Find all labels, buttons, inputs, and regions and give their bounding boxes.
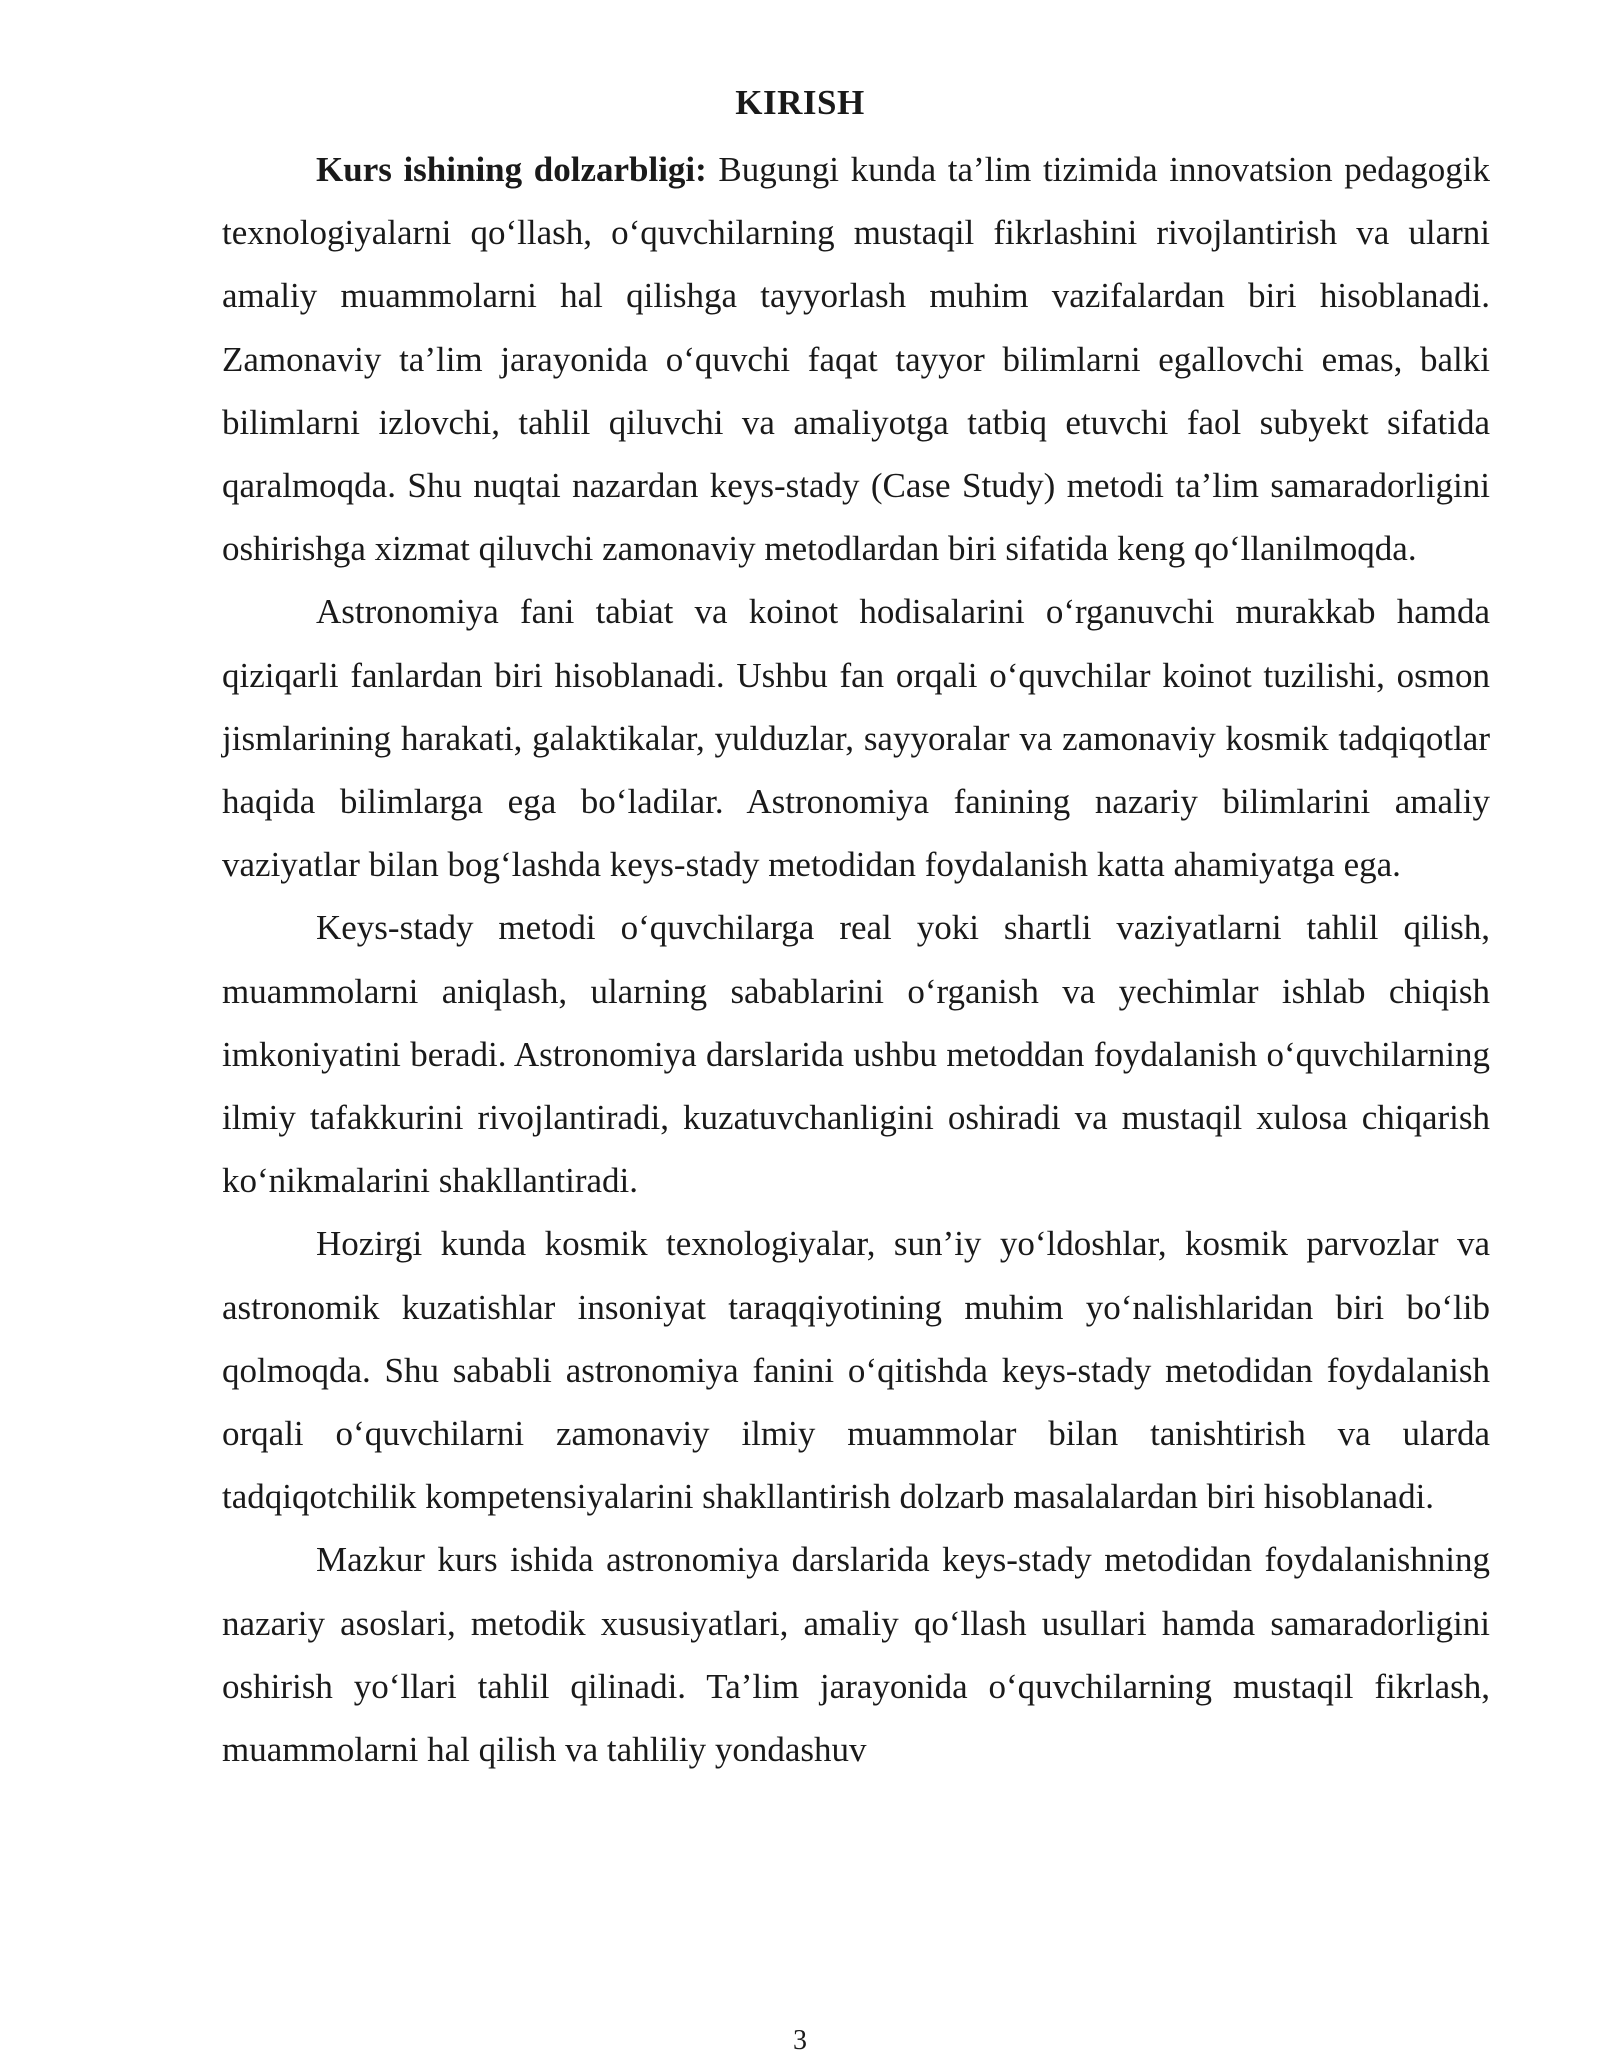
- paragraph-relevance: [222, 138, 1490, 580]
- page-number: 3: [793, 2025, 807, 2056]
- paragraph-space-technologies: Hozirgi kunda kosmik texnologiyalar, sun’iy yo‘ldoshlar, kosmik parvozlar va astronomik kuzatishlar insoniyat taraqqiyotining muhim yo‘nalishlaridan biri bo‘lib qolmoqda. Shu sababli astronomiya fanini o‘qitishda keys-stady metodidan foydalanish orqali o‘quvchilarni zamonaviy ilmiy muammolar bilan tanishtirish va ularda tadqiqotchilik kompetensiyalarini shakllantirish dolzarb masalalardan biri hisoblanadi.: [222, 1224, 1490, 1517]
- page-title: KIRISH: [735, 83, 865, 122]
- paragraph-course-work-scope: Mazkur kurs ishida astronomiya darslarida keys-stady metodidan foydalanishning nazariy asoslari, metodik xususiyatlari, amaliy qo‘llash usullari hamda samaradorligini oshirish yo‘llari tahlil qilinadi. Ta’lim jarayonida o‘quvchilarning mustaqil fikrlash, muammolarni hal qilish va tahliliy yondashuv: [222, 1540, 1490, 1770]
- paragraph-astronomy: Astronomiya fani tabiat va koinot hodisalarini o‘rganuvchi murakkab hamda qiziqarli fanlardan biri hisoblanadi. Ushbu fan orqali o‘quvchilar koinot tuzilishi, osmon jismlarining harakati, galaktikalar, yulduzlar, sayyoralar va zamonaviy kosmik tadqiqotlar haqida bilimlarga ega bo‘ladilar. Astronomiya fanining nazariy bilimlarini amaliy vaziyatlar bilan bog‘lashda keys-stady metodidan foydalanish katta ahamiyatga ega.: [222, 592, 1490, 885]
- document-body: [222, 138, 1490, 1781]
- paragraph-text: Bugungi kunda ta’lim tizimida innovatsion pedagogik texnologiyalarni qo‘llash, o‘quvchilarning mustaqil fikrlashini rivojlantirish va ularni amaliy muammolarni hal qilishga tayyorlash muhim vazifalardan biri hisoblanadi. Zamonaviy ta’lim jarayonida o‘quvchi faqat tayyor bilimlarni egallovchi emas, balki bilimlarni izlovchi, tahlil qiluvchi va amaliyotga tatbiq etuvchi faol subyekt sifatida qaralmoqda. Shu nuqtai nazardan keys-stady (Case Study) metodi ta’lim samaradorligini oshirishga xizmat qiluvchi zamonaviy metodlardan biri sifatida keng qo‘llanilmoqda.: [222, 150, 1490, 569]
- paragraph-case-study-method: Keys-stady metodi o‘quvchilarga real yoki shartli vaziyatlarni tahlil qilish, muammolarni aniqlash, ularning sabablarini o‘rganish va yechimlar ishlab chiqish imkoniyatini beradi. Astronomiya darslarida ushbu metoddan foydalanish o‘quvchilarning ilmiy tafakkurini rivojlantiradi, kuzatuvchanligini oshiradi va mustaqil xulosa chiqarish ko‘nikmalarini shakllantiradi.: [222, 908, 1490, 1201]
- paragraph-lead-heading: Kurs ishining dolzarbligi:: [316, 150, 707, 189]
